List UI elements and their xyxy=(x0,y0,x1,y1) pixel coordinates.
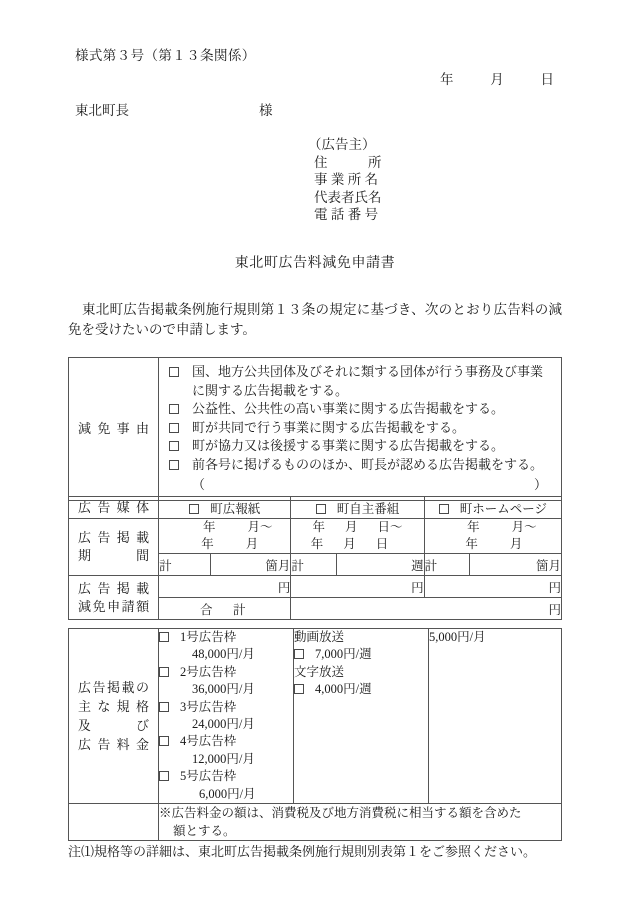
checkbox-icon[interactable] xyxy=(159,632,169,642)
reason-option-label: 国、地方公共団体及びそれに類する団体が行う事務及び事業に関する広告掲載をする。 xyxy=(192,364,544,398)
period-dates-tv-program[interactable] xyxy=(291,519,424,554)
spec-and-price-table xyxy=(68,628,562,841)
amount-input-homepage[interactable]: 円 xyxy=(424,576,561,598)
period-total-unit-newsletter[interactable]: 箇月 xyxy=(211,554,291,576)
amount-label-cell xyxy=(69,576,159,620)
checkbox-icon[interactable] xyxy=(169,404,179,414)
media-option-label: 町自主番組 xyxy=(336,501,400,516)
frame-name: 5号広告枠 xyxy=(180,769,237,784)
date-day-label: 日 xyxy=(540,72,554,87)
from-month-label: 月 xyxy=(345,520,358,534)
reason-option-5[interactable] xyxy=(169,456,553,475)
checkbox-icon[interactable] xyxy=(189,504,199,514)
period-from-line[interactable] xyxy=(291,519,423,536)
period-from-line[interactable] xyxy=(159,519,290,536)
reason-option-label: 公益性、公共性の高い事業に関する広告掲載をする。 xyxy=(192,401,505,417)
table-row xyxy=(69,497,562,519)
amount-input-tv-program[interactable]: 円 xyxy=(291,576,424,598)
table-row xyxy=(69,804,562,841)
print-frame-option-3[interactable] xyxy=(159,699,293,716)
period-total-label-homepage: 計 xyxy=(424,554,469,576)
spec-note-blank-cell xyxy=(69,804,159,841)
from-year-label: 年 xyxy=(203,520,216,534)
addressee-line xyxy=(75,99,273,119)
open-paren: （ xyxy=(192,476,206,492)
broadcast-text-option[interactable] xyxy=(294,681,428,698)
checkbox-icon[interactable] xyxy=(169,441,179,451)
broadcast-video-label: 動画放送 xyxy=(294,630,345,644)
date-year-label: 年 xyxy=(440,72,454,87)
homepage-price: 5,000円/月 xyxy=(429,630,486,644)
print-frame-option-2[interactable] xyxy=(159,664,293,681)
page-title: 東北町広告料減免申請書 xyxy=(234,256,396,271)
table-row xyxy=(69,576,562,598)
tax-note-line1: ※広告料金の額は、消費税及び地方消費税に相当する額を含めた xyxy=(159,806,522,821)
print-frame-price-1: 48,000円/月 xyxy=(192,647,255,662)
reason-option-label: 町が協力又は後援する事業に関する広告掲載をする。 xyxy=(192,438,505,454)
advertiser-phone-label: 電 話 番 号 xyxy=(314,207,379,222)
footnote: 注⑴規格等の詳細は、東北町広告掲載条例施行規則別表第１をご参照ください。 xyxy=(68,844,537,859)
period-label-line2: 期 間 xyxy=(78,548,150,563)
to-month-label: 月 xyxy=(343,537,356,551)
print-frame-price-3: 24,000円/月 xyxy=(192,717,255,732)
period-to-line[interactable] xyxy=(159,536,290,553)
frame-name: 1号広告枠 xyxy=(180,630,237,644)
checkbox-icon[interactable] xyxy=(169,423,179,433)
checkbox-icon[interactable] xyxy=(294,649,304,659)
reasons-options-cell xyxy=(159,358,562,501)
media-label-cell xyxy=(69,497,159,519)
tax-note-line2: 額とする。 xyxy=(173,824,236,839)
reasons-label-cell xyxy=(69,358,159,501)
broadcast-video-option[interactable] xyxy=(294,646,428,663)
period-to-line[interactable] xyxy=(291,536,423,553)
advertiser-title: （広告主） xyxy=(308,137,376,152)
media-option-homepage[interactable] xyxy=(424,497,561,519)
frame-name: 3号広告枠 xyxy=(180,699,237,714)
spec-print-frames-cell xyxy=(159,629,294,804)
print-frame-option-4[interactable] xyxy=(159,733,293,750)
period-total-label-tv-program: 計 xyxy=(291,554,336,576)
amount-input-newsletter[interactable]: 円 xyxy=(159,576,291,598)
checkbox-icon[interactable] xyxy=(159,736,169,746)
advertiser-representative-label: 代表者氏名 xyxy=(314,189,382,205)
reduction-reasons-table xyxy=(68,357,562,501)
date-month-label: 月 xyxy=(490,72,504,87)
amount-label-line1: 広告掲載 xyxy=(78,580,150,596)
addressee-name: 東北町長 xyxy=(75,103,129,118)
period-from-line[interactable] xyxy=(425,519,561,536)
table-row xyxy=(69,519,562,554)
media-label: 広告媒体 xyxy=(78,499,150,515)
period-label-cell xyxy=(69,519,159,576)
advertiser-block xyxy=(308,136,382,224)
advertiser-office-name-label: 事 業 所 名 xyxy=(314,172,379,187)
broadcast-video-price: 7,000円/週 xyxy=(315,647,372,662)
checkbox-icon[interactable] xyxy=(159,702,169,712)
from-year-label: 年 xyxy=(312,520,326,534)
spec-label-cell xyxy=(69,629,159,804)
spec-label-line3: 及 び xyxy=(78,718,149,734)
period-total-unit-homepage[interactable]: 箇月 xyxy=(469,554,561,576)
period-label-line1: 広告掲載 xyxy=(78,530,150,545)
media-option-tv-program[interactable] xyxy=(291,497,424,519)
period-dates-newsletter[interactable] xyxy=(159,519,291,554)
to-year-label: 年 xyxy=(465,537,478,551)
period-to-line[interactable] xyxy=(425,536,561,553)
table-row xyxy=(69,629,562,804)
reason-option-1[interactable] xyxy=(169,363,553,400)
grand-total-input[interactable]: 円 xyxy=(291,598,562,620)
checkbox-icon[interactable] xyxy=(169,367,179,377)
date-entry-line xyxy=(440,68,554,88)
reason-option-4[interactable] xyxy=(169,437,553,456)
period-dates-homepage[interactable] xyxy=(424,519,561,554)
media-period-amount-table xyxy=(68,496,562,620)
broadcast-text-label: 文字放送 xyxy=(294,664,345,679)
print-frame-option-5[interactable] xyxy=(159,768,293,785)
spec-label-line1: 広告掲載の xyxy=(78,680,149,696)
amount-label-line2: 減免申請額 xyxy=(78,598,150,614)
frame-name: 2号広告枠 xyxy=(180,664,237,679)
checkbox-icon[interactable] xyxy=(316,504,326,514)
spec-homepage-cell xyxy=(429,629,562,804)
to-year-label: 年 xyxy=(201,537,214,551)
advertiser-address-label: 住 所 xyxy=(314,154,382,170)
checkbox-icon[interactable] xyxy=(169,460,179,470)
table-row xyxy=(69,358,562,501)
from-month-label: 月～ xyxy=(247,520,273,534)
addressee-honorific: 様 xyxy=(259,103,273,118)
checkbox-icon[interactable] xyxy=(439,504,449,514)
print-frame-price-2: 36,000円/月 xyxy=(192,682,255,697)
print-frame-price-4: 12,000円/月 xyxy=(192,751,255,766)
tax-note-cell xyxy=(159,804,562,841)
from-month-label: 月～ xyxy=(511,520,537,534)
checkbox-icon[interactable] xyxy=(159,667,169,677)
reason-option-3[interactable] xyxy=(169,419,553,438)
checkbox-icon[interactable] xyxy=(294,684,304,694)
intro-paragraph: 東北町広告掲載条例施行規則第１３条の規定に基づき、次のとおり広告料の減免を受けたいので申請します。 xyxy=(68,302,562,337)
period-total-unit-tv-program[interactable]: 週 xyxy=(336,554,424,576)
period-total-label-newsletter: 計 xyxy=(159,554,211,576)
checkbox-icon[interactable] xyxy=(159,771,169,781)
media-option-label: 町広報紙 xyxy=(210,501,261,516)
to-day-label: 日 xyxy=(375,537,389,551)
print-frame-price-5: 6,000円/月 xyxy=(199,786,256,801)
from-day-label: 日～ xyxy=(377,520,403,534)
form-number: 様式第３号（第１３条関係） xyxy=(75,48,256,63)
reason-option-2[interactable] xyxy=(169,400,553,419)
frame-name: 4号広告枠 xyxy=(180,734,237,749)
reasons-label: 減免事由 xyxy=(78,421,149,437)
broadcast-text-price: 4,000円/週 xyxy=(315,682,372,697)
to-month-label: 月 xyxy=(509,537,523,551)
reason-option-label: 前各号に掲げるもののほか、町長が認める広告掲載をする。 xyxy=(192,456,544,472)
reason-option-label: 町が共同で行う事業に関する広告掲載をする。 xyxy=(192,419,466,435)
media-option-label: 町ホームページ xyxy=(459,501,547,516)
print-frame-option-1[interactable] xyxy=(159,629,293,646)
reason-other-input-line[interactable] xyxy=(169,476,553,495)
spec-broadcast-cell xyxy=(294,629,429,804)
spec-label-line2: 主な規格 xyxy=(78,699,149,715)
media-option-newsletter[interactable] xyxy=(159,497,291,519)
spec-label-line4: 広告料金 xyxy=(78,737,149,753)
close-paren: ） xyxy=(533,476,547,492)
grand-total-label: 合 計 xyxy=(159,598,291,620)
to-month-label: 月 xyxy=(245,537,259,551)
from-year-label: 年 xyxy=(467,520,480,534)
to-year-label: 年 xyxy=(310,537,324,551)
